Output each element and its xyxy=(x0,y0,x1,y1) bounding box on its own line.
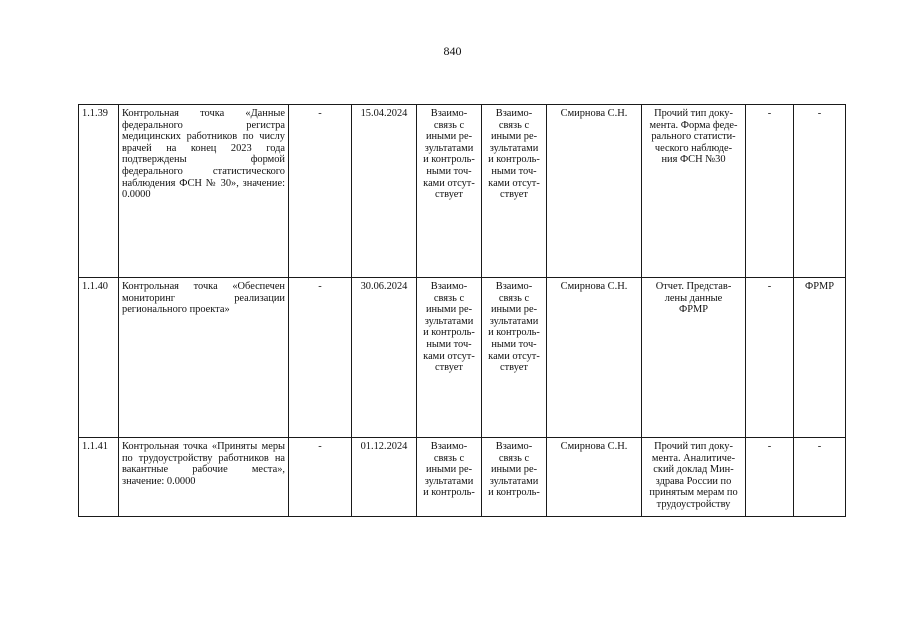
text-line: ФРМР xyxy=(678,304,708,316)
text-line: зультатами xyxy=(424,142,474,154)
text-line: ния ФСН №30 xyxy=(661,154,726,166)
text-line: и контроль- xyxy=(423,487,475,499)
document-type-cell xyxy=(642,278,746,438)
text-line: ными точ- xyxy=(491,165,537,177)
document-type-cell xyxy=(642,105,746,278)
text-line: трудоустройству xyxy=(656,498,731,510)
text-line: иными ре- xyxy=(425,464,473,476)
text-line: ствует xyxy=(435,362,463,374)
text-line: зультатами xyxy=(489,475,539,487)
text-line: ствует xyxy=(500,362,528,374)
dash-cell: - xyxy=(289,438,352,517)
table-row xyxy=(79,278,846,438)
text-line: и контроль- xyxy=(423,154,475,166)
text-line: связь с xyxy=(498,119,530,131)
due-date: 01.12.2024 xyxy=(352,438,417,517)
text-line: связь с xyxy=(433,452,465,464)
dash-cell: - xyxy=(289,278,352,438)
text-line: зультатами xyxy=(489,315,539,327)
text-line: зультатами xyxy=(424,475,474,487)
text-line: Прочий тип доку- xyxy=(654,441,733,452)
text-line: ский доклад Мин- xyxy=(653,464,734,476)
text-line: Взаимо- xyxy=(495,281,533,292)
control-point-description: Контрольная точка «Данные федерального регистра медицинских работников по числу врачей на конец 2023 года подтверждены формой федерального статистического наблюдения ФСН № 30», значение: 0.0000 xyxy=(119,105,289,278)
table-row xyxy=(79,438,846,517)
link-points-cell xyxy=(482,105,547,278)
text-line: и контроль- xyxy=(488,327,540,339)
info-system-cell: ФРМР xyxy=(794,278,846,438)
text-line: иными ре- xyxy=(425,304,473,316)
dash-cell: - xyxy=(746,438,794,517)
text-line: ными точ- xyxy=(491,338,537,350)
text-line: связь с xyxy=(433,119,465,131)
dash-cell: - xyxy=(746,105,794,278)
text-line: и контроль- xyxy=(488,154,540,166)
link-results-cell xyxy=(417,105,482,278)
document-type-cell xyxy=(642,438,746,517)
link-results-cell xyxy=(417,278,482,438)
responsible-person: Смирнова С.Н. xyxy=(547,105,642,278)
text-line: ками отсут- xyxy=(488,350,540,362)
text-line: Взаимо- xyxy=(430,441,468,452)
text-line: зультатами xyxy=(424,315,474,327)
due-date: 30.06.2024 xyxy=(352,278,417,438)
text-line: здрава России по xyxy=(655,475,732,487)
link-points-cell xyxy=(482,278,547,438)
text-line: принятым мерам по xyxy=(649,487,738,499)
dash-cell: - xyxy=(746,278,794,438)
dash-cell: - xyxy=(289,105,352,278)
text-line: ками отсут- xyxy=(423,350,475,362)
table-row xyxy=(79,105,846,278)
row-number: 1.1.40 xyxy=(79,278,119,438)
text-line: и контроль- xyxy=(423,327,475,339)
responsible-person: Смирнова С.Н. xyxy=(547,278,642,438)
text-line: рального статисти- xyxy=(651,131,736,143)
text-line: связь с xyxy=(498,292,530,304)
text-line: ными точ- xyxy=(426,165,472,177)
text-line: зультатами xyxy=(489,142,539,154)
text-line: Взаимо- xyxy=(495,108,533,119)
text-line: ствует xyxy=(435,189,463,201)
due-date: 15.04.2024 xyxy=(352,105,417,278)
text-line: Взаимо- xyxy=(495,441,533,452)
text-line: иными ре- xyxy=(490,464,538,476)
responsible-person: Смирнова С.Н. xyxy=(547,438,642,517)
row-number: 1.1.39 xyxy=(79,105,119,278)
text-line: иными ре- xyxy=(425,131,473,143)
text-line: и контроль- xyxy=(488,487,540,499)
control-point-description: Контрольная точка «Обеспечен мониторинг реализации регионального проекта» xyxy=(119,278,289,438)
link-results-cell xyxy=(417,438,482,517)
text-line: мента. Форма феде- xyxy=(649,119,738,131)
text-line: ствует xyxy=(500,189,528,201)
text-line: иными ре- xyxy=(490,131,538,143)
text-line: мента. Аналитиче- xyxy=(651,452,736,464)
page-number: 840 xyxy=(443,44,462,58)
text-line: иными ре- xyxy=(490,304,538,316)
text-line: ными точ- xyxy=(426,338,472,350)
text-line: Отчет. Представ- xyxy=(655,281,732,292)
text-line: связь с xyxy=(498,452,530,464)
text-line: связь с xyxy=(433,292,465,304)
dash-cell: - xyxy=(794,438,846,517)
text-line: ками отсут- xyxy=(488,177,540,189)
row-number: 1.1.41 xyxy=(79,438,119,517)
text-line: ческого наблюде- xyxy=(654,142,733,154)
link-points-cell xyxy=(482,438,547,517)
text-line: Прочий тип доку- xyxy=(654,108,733,119)
text-line: Взаимо- xyxy=(430,281,468,292)
text-line: Взаимо- xyxy=(430,108,468,119)
text-line: лены данные xyxy=(664,292,723,304)
control-point-description: Контрольная точка «Приняты меры по трудоустройству работников на вакантные рабочие места», значение: 0.0000 xyxy=(119,438,289,517)
control-points-table xyxy=(78,104,846,517)
info-system-cell: - xyxy=(794,105,846,278)
text-line: ками отсут- xyxy=(423,177,475,189)
